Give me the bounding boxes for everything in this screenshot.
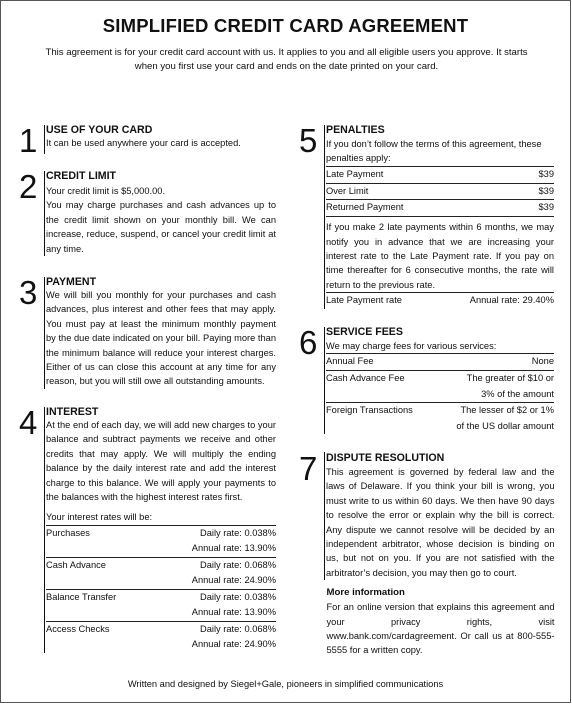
daily-rate: Daily rate: 0.068%: [200, 559, 276, 570]
late-rate-value: Annual rate: 29.40%: [469, 295, 554, 306]
daily-rate: Daily rate: 0.038%: [200, 591, 276, 602]
section-text: This agreement is governed by federal law and the laws of Delaware. If you think your bill is wrong, you must write to us within 60 days. We then have 90 days to resolve the error or explain why the bill is correct. Any dispute we cannot resolve will be decided by an independent arbitrator, whose decision is binding on us, but not on you. If you are not satisfied with the arbitrator’s decision, you may then go to court.: [326, 467, 555, 578]
section-body: [44, 277, 276, 389]
rates-label: Your interest rates will be:: [46, 510, 276, 525]
fees-table: [326, 353, 554, 434]
table-row: [46, 526, 276, 558]
penalties-table: [326, 166, 554, 217]
section-body: [44, 171, 276, 256]
section-heading: PENALTIES: [326, 124, 385, 136]
section-number: 4: [19, 404, 38, 441]
section-heading: CREDIT LIMIT: [46, 170, 117, 182]
rate-values: [192, 622, 276, 653]
penalty-name: Over Limit: [326, 185, 369, 196]
rates-table: [46, 526, 276, 653]
section-body: [324, 453, 555, 658]
rate-name: Access Checks: [46, 623, 110, 634]
section-text: We will bill you monthly for your purchases and cash advances, plus interest and other fees that may apply. You must pay at least the minimum monthly payment by the due date indicated on your bill. Paying more than the minimum balance will reduce your interest charges. Either of us can close this account at any time for any reason, but you will still owe all outstanding amounts.: [46, 290, 276, 387]
table-row: [326, 353, 554, 371]
section-text: At the end of each day, we will add new charges to your balance and subtract payments we receive and other credits that may apply. We will multiply the ending balance by the daily interest rate and add the interest charge to this balance. We will apply your payments to the balances with the highest interest rates first.: [46, 420, 276, 503]
credit-limit-amount: Your credit limit is $5,000.00.: [46, 186, 166, 196]
intro-text: This agreement is for your credit card account with us. It applies to you and all eligible users you approve. It starts when you first use your card and ends on the date printed on your card.: [45, 47, 528, 72]
table-row: [46, 590, 276, 622]
section-number: 7: [299, 450, 318, 487]
fee-value: None: [531, 356, 554, 367]
rate-values: [192, 526, 276, 557]
section-number: 6: [299, 324, 318, 361]
more-information-heading: More information: [326, 587, 405, 599]
rate-values: [192, 558, 276, 589]
fee-value: [467, 371, 554, 402]
fee-value-line1: The greater of $10 or: [466, 373, 554, 384]
rate-name: Balance Transfer: [46, 591, 117, 602]
table-row: [46, 622, 276, 653]
section-heading: DISPUTE RESOLUTION: [326, 452, 445, 464]
section-body: [44, 407, 276, 653]
late-payment-text: If you make 2 late payments within 6 months, we may notify you in advance that we are increasing your interest rate to the Late Payment rate. If you pay on time thereafter for 6 consecutive months, the rate will return to the previous rate.: [326, 222, 554, 290]
fee-value-line2: of the US dollar amount: [456, 420, 554, 431]
section-heading: INTEREST: [46, 406, 99, 418]
penalty-value: $39: [538, 202, 554, 213]
fee-name: Cash Advance Fee: [326, 373, 405, 384]
fee-value-line2: 3% of the amount: [481, 388, 554, 399]
fee-name: Foreign Transactions: [326, 405, 413, 416]
annual-rate: Annual rate: 24.90%: [191, 639, 276, 650]
section-heading: USE OF YOUR CARD: [46, 124, 153, 136]
section-number: 5: [299, 122, 318, 159]
footer-credit: Written and designed by Siegel+Gale, pioneers in simplified communications: [127, 679, 444, 689]
section-text: It can be used anywhere your card is accepted.: [46, 138, 241, 148]
dispute-block: [324, 452, 555, 580]
section-text: We may charge fees for various services:: [326, 341, 497, 351]
table-row: [46, 558, 276, 590]
table-row: [326, 166, 554, 184]
table-row: [326, 403, 554, 434]
fee-value: [456, 403, 554, 434]
annual-rate: Annual rate: 24.90%: [191, 575, 276, 586]
section-body: [324, 125, 554, 309]
penalty-value: $39: [538, 185, 554, 196]
late-rate-name: Late Payment rate: [326, 295, 402, 306]
section-body: [44, 125, 273, 154]
penalty-name: Returned Payment: [326, 202, 404, 213]
table-row: [326, 184, 554, 201]
fee-value-line1: The lesser of $2 or 1%: [460, 405, 554, 416]
annual-rate: Annual rate: 13.90%: [191, 607, 276, 618]
annual-rate: Annual rate: 13.90%: [191, 543, 276, 554]
table-row: [326, 371, 554, 403]
section-number: 3: [19, 274, 38, 311]
late-rate-row: [326, 292, 554, 309]
section-number: 1: [19, 122, 38, 159]
penalty-value: $39: [538, 168, 554, 179]
section-number: 2: [19, 168, 38, 205]
section-text: You may charge purchases and cash advances up to the credit limit shown on your monthly bill. We can increase, reduce, suspend, or cancel your credit limit at any time.: [46, 200, 276, 254]
penalty-name: Late Payment: [326, 168, 384, 179]
table-row: [326, 200, 554, 217]
section-body: [324, 327, 554, 434]
daily-rate: Daily rate: 0.038%: [200, 527, 276, 538]
more-information-text: For an online version that explains this agreement and your privacy rights, visit www.bank.com/cardagreement. Or call us at 800-555-5555 for a written copy.: [326, 602, 555, 656]
rate-values: [192, 590, 276, 621]
daily-rate: Daily rate: 0.068%: [200, 623, 276, 634]
section-heading: SERVICE FEES: [326, 326, 403, 338]
rate-name: Cash Advance: [46, 559, 106, 570]
fee-name: Annual Fee: [326, 356, 374, 367]
page-title: SIMPLIFIED CREDIT CARD AGREEMENT: [102, 15, 469, 36]
section-text: If you don’t follow the terms of this agreement, these penalties apply:: [326, 139, 542, 164]
section-heading: PAYMENT: [46, 276, 97, 288]
rate-name: Purchases: [46, 527, 90, 538]
